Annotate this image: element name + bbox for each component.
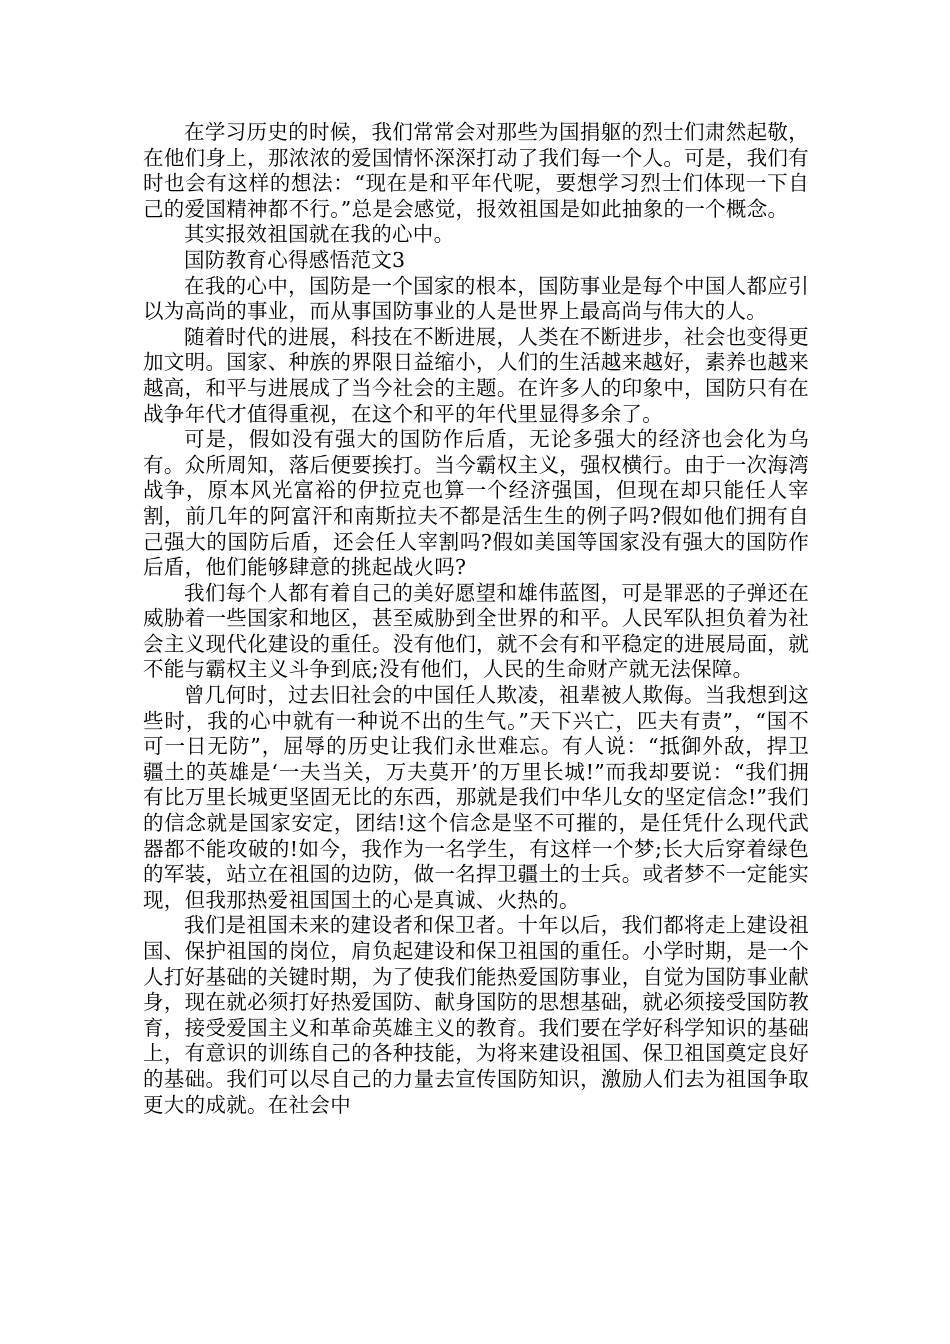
paragraph-future-builders: 我们是祖国未来的建设者和保卫者。十年以后，我们都将走上建设祖国、保护祖国的岗位，肩负起建设和保卫祖国的重任。小学时期，是一个人打好基础的关键时期，为了使我们能热爱国防事业，自觉为国防事业献身，现在就必须打好热爱国防、献身国防的思想基础，就必须接受国防教育，接受爱国主义和革命英雄主义的教育。我们要在学好科学知识的基础上，有意识的训练自己的各种技能，为将来建设祖国、保卫祖国奠定良好的基础。我们可以尽自己的力量去宣传国防知识，激励人们去为祖国争取更大的成就。在社会中 <box>143 913 809 1117</box>
paragraph-history: 曾几何时，过去旧社会的中国任人欺凌，祖辈被人欺侮。当我想到这些时，我的心中就有一种说不出的生气。”天下兴亡，匹夫有责”，“国不可一日无防”，屈辱的历史让我们永世难忘。有人说：“抵御外敌，捍卫疆土的英雄是‘一夫当关，万夫莫开’的万里长城!”而我却要说：“我们拥有比万里长城更坚固无比的东西，那就是我们中华儿女的坚定信念!”我们的信念就是国家安定，团结!这个信念是坚不可摧的，是任凭什么现代武器都不能攻破的!如今，我作为一名学生，有这样一个梦;长大后穿着绿色的军装，站立在祖国的边防，做一名捍卫疆土的士兵。或者梦不一定能实现，但我那热爱祖国国土的心是真诚、火热的。 <box>143 683 809 912</box>
paragraph-progress: 随着时代的进展，科技在不断进展，人类在不断进步，社会也变得更加文明。国家、种族的界限日益缩小，人们的生活越来越好，素养也越来越高，和平与进展成了当今社会的主题。在许多人的印象中，国防只有在战争年代才值得重视，在这个和平的年代里显得多余了。 <box>143 324 809 426</box>
paragraph-defense-root: 在我的心中，国防是一个国家的根本，国防事业是每个中国人都应引以为高尚的事业，而从事国防事业的人是世界上最高尚与伟大的人。 <box>143 273 809 324</box>
paragraph-strong-defense: 可是，假如没有强大的国防作后盾，无论多强大的经济也会化为乌有。众所周知，落后便要挨打。当今霸权主义，强权横行。由于一次海湾战争，原本风光富裕的伊拉克也算一个经济强国，但现在却只能任人宰割，前几年的阿富汗和南斯拉夫不都是活生生的例子吗?假如他们拥有自己强大的国防后盾，还会任人宰割吗?假如美国等国家没有强大的国防作后盾，他们能够肆意的挑起战火吗? <box>143 427 809 580</box>
paragraph-motto: 其实报效祖国就在我的心中。 <box>184 222 455 247</box>
section-heading: 国防教育心得感悟范文3 <box>184 247 406 272</box>
paragraph-peace-threat: 我们每个人都有着自己的美好愿望和雄伟蓝图，可是罪恶的子弹还在威胁着一些国家和地区，甚至威胁到全世界的和平。人民军队担负着为社会主义现代化建设的重任。没有他们，就不会有和平稳定的进展局面，就不能与霸权主义斗争到底;没有他们，人民的生命财产就无法保障。 <box>143 580 809 682</box>
paragraph-intro: 在学习历史的时候，我们常常会对那些为国捐躯的烈士们肃然起敬，在他们身上，那浓浓的爱国情怀深深打动了我们每一个人。可是，我们有时也会有这样的想法：“现在是和平年代呢，要想学习烈士们体现一下自己的爱国精神都不行。”总是会感觉，报效祖国是如此抽象的一个概念。 <box>143 120 809 221</box>
document-body <box>143 120 809 1118</box>
